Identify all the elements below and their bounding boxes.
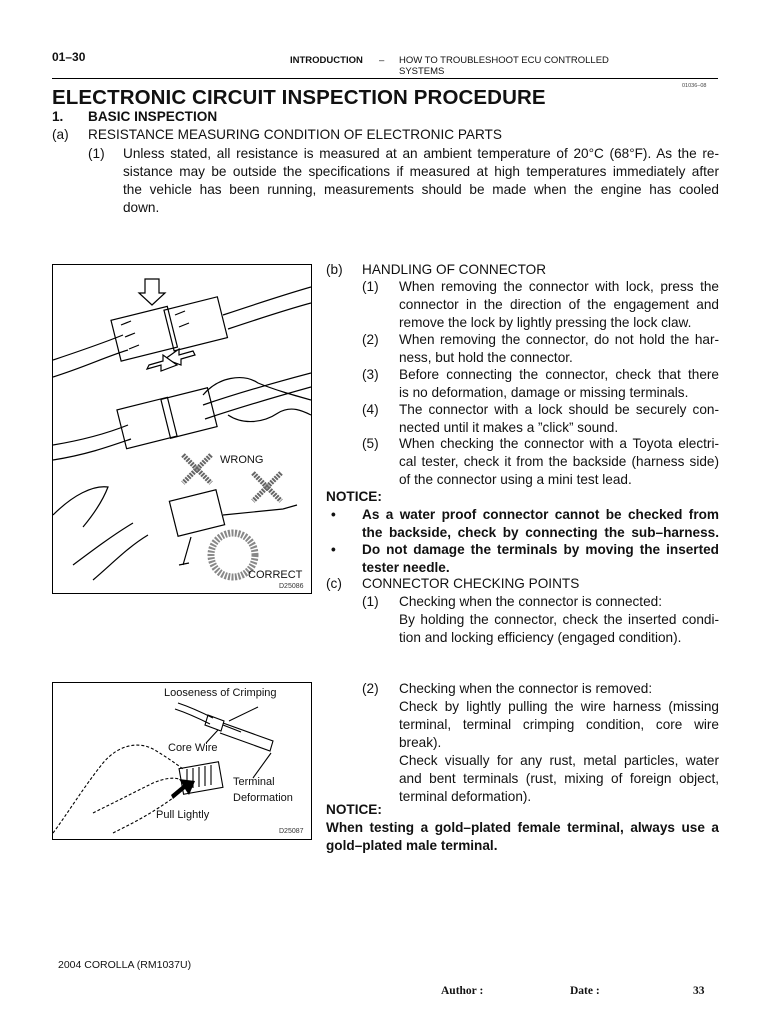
item-b5-number: (5) [362, 436, 379, 451]
notice-2-text [326, 819, 719, 855]
text-line: ness, but hold the connector. [399, 350, 573, 365]
label-terminal: Terminal [233, 776, 275, 788]
item-b3-text [399, 366, 719, 402]
text-line: As a water proof connector cannot be checked from [362, 507, 719, 522]
section-name: INTRODUCTION [290, 55, 363, 66]
item-b5-text [399, 435, 719, 489]
label-wrong: WRONG [220, 454, 264, 466]
label-core-wire: Core Wire [168, 742, 218, 754]
text-line: Before connecting the connector, check that there [399, 367, 719, 382]
text-line: When removing the connector with lock, press the [399, 279, 719, 294]
item-b4-text [399, 401, 719, 437]
section-description-line1: HOW TO TROUBLESHOOT ECU CONTROLLED [399, 55, 609, 66]
text-line: Checking when the connector is connected: [399, 594, 662, 609]
bullet: • [331, 542, 336, 557]
text-line: Check by lightly pulling the wire harness (missing [399, 699, 719, 714]
item-a1-number: (1) [88, 146, 105, 161]
page-number: 33 [693, 985, 705, 997]
item-b1-text [399, 278, 719, 332]
item-a1-line: sistance may be outside the specifications if measured at high temperatures immediately after [123, 164, 719, 179]
text-line: nected until it makes a ”click” sound. [399, 420, 619, 435]
text-line: When checking the connector with a Toyota electri- [399, 436, 719, 451]
section-description-line2: SYSTEMS [399, 66, 445, 77]
notice-label: NOTICE: [326, 489, 382, 504]
item-c2-text [399, 680, 719, 806]
section-description [399, 55, 659, 77]
item-c1-text [399, 593, 719, 647]
text-line: When removing the connector, do not hold the har- [399, 332, 719, 347]
item-b-number: (b) [326, 262, 343, 277]
footer-author-label: Author : [441, 985, 484, 997]
text-line: Checking when the connector is removed: [399, 681, 653, 696]
text-line: the backside, check by connecting the sub–harness. [362, 525, 719, 540]
text-line: and bent terminals (rust, mixing of foreign object, [399, 771, 719, 786]
label-deformation: Deformation [233, 792, 293, 804]
item-b3-number: (3) [362, 367, 379, 382]
text-line: terminal, terminal crimping condition, core wire [399, 717, 719, 732]
item-a-number: (a) [52, 127, 69, 142]
text-line: Do not damage the terminals by moving the inserted [362, 542, 719, 557]
text-line: When testing a gold–plated female terminal, always use a [326, 820, 719, 835]
notice-label: NOTICE: [326, 802, 382, 817]
item-c-number: (c) [326, 576, 342, 591]
item-b-label: HANDLING OF CONNECTOR [362, 262, 547, 277]
item-b2-number: (2) [362, 332, 379, 347]
notice-item-1 [362, 506, 719, 542]
label-correct: CORRECT [248, 569, 303, 581]
connector-handling-illustration [53, 265, 311, 593]
header-rule [52, 78, 718, 79]
footer-model: 2004 COROLLA (RM1037U) [58, 959, 192, 971]
item-a1-line: Unless stated, all resistance is measured at an ambient temperature of 20°C (68°F). As the re- [123, 146, 719, 161]
item-c1-number: (1) [362, 594, 379, 609]
text-line: break). [399, 735, 442, 750]
label-looseness-of-crimping: Looseness of Crimping [164, 687, 277, 699]
figure-code: D25086 [279, 583, 304, 590]
item-a-label: RESISTANCE MEASURING CONDITION OF ELECTRONIC PARTS [88, 127, 502, 142]
page-code: 01–30 [52, 50, 86, 64]
figure-connector-handling [52, 264, 312, 594]
text-line: is no deformation, damage or missing terminals. [399, 385, 689, 400]
text-line: connector in the direction of the engagement and [399, 297, 719, 312]
notice-item-2 [362, 541, 719, 577]
text-line: terminal deformation). [399, 789, 532, 804]
text-line: cal tester, check it from the backside (harness side) [399, 454, 719, 469]
header-dash: – [379, 55, 385, 66]
text-line: By holding the connector, check the inserted condi- [399, 612, 719, 627]
bullet: • [331, 507, 336, 522]
text-line: gold–plated male terminal. [326, 838, 498, 853]
item-a1-line: down. [123, 200, 160, 215]
figure-code: D25087 [279, 828, 304, 835]
footer-date-label: Date : [570, 985, 600, 997]
label-pull-lightly: Pull Lightly [156, 809, 210, 821]
text-line: tion and locking efficiency (engaged condition). [399, 630, 682, 645]
section-1-label: BASIC INSPECTION [88, 109, 218, 124]
figure-connector-checking [52, 682, 312, 840]
item-a1-line: the vehicle has been running, measurements should be made when the engine has cooled [123, 182, 719, 197]
item-c2-number: (2) [362, 681, 379, 696]
text-line: tester needle. [362, 560, 450, 575]
item-a1-text [123, 145, 719, 217]
text-line: of the connector using a mini test lead. [399, 472, 632, 487]
text-line: Check visually for any rust, metal particles, water [399, 753, 719, 768]
text-line: The connector with a lock should be securely con- [399, 402, 719, 417]
page-title: ELECTRONIC CIRCUIT INSPECTION PROCEDURE [52, 86, 546, 109]
item-c-label: CONNECTOR CHECKING POINTS [362, 576, 580, 591]
item-b4-number: (4) [362, 402, 379, 417]
doc-code: 01036–08 [682, 83, 707, 89]
section-1-number: 1. [52, 109, 64, 124]
item-b2-text [399, 331, 719, 367]
item-b1-number: (1) [362, 279, 379, 294]
text-line: remove the lock by lightly pressing the lock claw. [399, 315, 692, 330]
